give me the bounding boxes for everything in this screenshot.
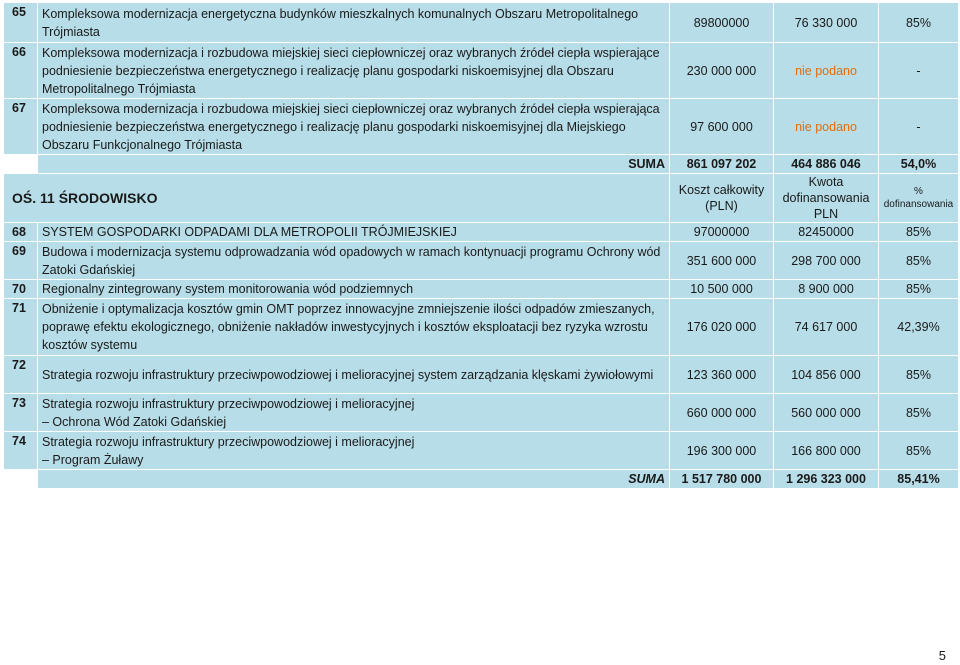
row-number: 70 [4, 280, 38, 299]
row-cost: 97 600 000 [670, 99, 774, 155]
row-number: 66 [4, 43, 38, 99]
row-cost: 10 500 000 [670, 280, 774, 299]
row-cost: 351 600 000 [670, 242, 774, 280]
table-row [4, 242, 959, 280]
row-description: SYSTEM GOSPODARKI ODPADAMI DLA METROPOLII TRÓJMIEJSKIEJ [38, 223, 670, 242]
row-cost: 123 360 000 [670, 356, 774, 394]
sum-row [4, 470, 959, 489]
row-number: 73 [4, 394, 38, 432]
row-funding: nie podano [774, 99, 879, 155]
row-description: Kompleksowa modernizacja i rozbudowa miejskiej sieci ciepłowniczej oraz wybranych źródeł ciepła wspierające podniesienie bezpieczeństwa energetycznego i realizację planu gospodarki niskoemisyjnej dla Obszaru Metropolitalnego Trójmiasta [38, 43, 670, 99]
header-funding: Kwota dofinansowania PLN [774, 174, 879, 223]
row-funding: 82450000 [774, 223, 879, 242]
row-cost: 660 000 000 [670, 394, 774, 432]
table-row [4, 43, 959, 99]
row-funding: 74 617 000 [774, 299, 879, 356]
row-percent: 85% [879, 3, 959, 43]
row-percent: - [879, 43, 959, 99]
row-description: Kompleksowa modernizacja i rozbudowa miejskiej sieci ciepłowniczej oraz wybranych źródeł ciepła wspierająca podniesienie bezpieczeństwa energetycznego i realizację planu gospodarki niskoemisyjnej dla Miejskiego Obszaru Funkcjonalnego Trójmiasta [38, 99, 670, 155]
row-number: 74 [4, 432, 38, 470]
table-row [4, 3, 959, 43]
table-row [4, 99, 959, 155]
sum-cost: 861 097 202 [670, 155, 774, 174]
row-funding: 76 330 000 [774, 3, 879, 43]
row-number: 68 [4, 223, 38, 242]
sum-label: SUMA [38, 155, 670, 174]
table-row [4, 432, 959, 470]
row-description: Strategia rozwoju infrastruktury przeciwpowodziowej i melioracyjnej – Ochrona Wód Zatoki Gdańskiej [38, 394, 670, 432]
row-percent: 85% [879, 223, 959, 242]
row-funding: 8 900 000 [774, 280, 879, 299]
sum-label: SUMA [38, 470, 670, 489]
row-percent: 85% [879, 280, 959, 299]
sum-percent: 54,0% [879, 155, 959, 174]
row-percent: 42,39% [879, 299, 959, 356]
sum-percent: 85,41% [879, 470, 959, 489]
section-title: OŚ. 11 ŚRODOWISKO [4, 174, 670, 223]
sum-funding: 464 886 046 [774, 155, 879, 174]
row-cost: 196 300 000 [670, 432, 774, 470]
table-row [4, 394, 959, 432]
sum-row [4, 155, 959, 174]
row-description: Regionalny zintegrowany system monitorowania wód podziemnych [38, 280, 670, 299]
row-description: Strategia rozwoju infrastruktury przeciwpowodziowej i melioracyjnej – Program Żuławy [38, 432, 670, 470]
row-cost: 176 020 000 [670, 299, 774, 356]
project-table [3, 2, 959, 489]
sum-cost: 1 517 780 000 [670, 470, 774, 489]
header-cost: Koszt całkowity (PLN) [670, 174, 774, 223]
row-funding: 166 800 000 [774, 432, 879, 470]
row-cost: 230 000 000 [670, 43, 774, 99]
row-percent: 85% [879, 432, 959, 470]
section-header-row [4, 174, 959, 223]
row-number: 69 [4, 242, 38, 280]
row-funding: 560 000 000 [774, 394, 879, 432]
row-percent: 85% [879, 394, 959, 432]
row-description: Kompleksowa modernizacja energetyczna budynków mieszkalnych komunalnych Obszaru Metropolitalnego Trójmiasta [38, 3, 670, 43]
row-funding: 298 700 000 [774, 242, 879, 280]
row-funding: nie podano [774, 43, 879, 99]
row-description: Budowa i modernizacja systemu odprowadzania wód opadowych w ramach kontynuacji programu Ochrony wód Zatoki Gdańskiej [38, 242, 670, 280]
table-row [4, 280, 959, 299]
row-description: Strategia rozwoju infrastruktury przeciwpowodziowej i melioracyjnej system zarządzania klęskami żywiołowymi [38, 356, 670, 394]
table-row [4, 356, 959, 394]
sum-funding: 1 296 323 000 [774, 470, 879, 489]
table-row [4, 223, 959, 242]
row-number: 71 [4, 299, 38, 356]
row-description: Obniżenie i optymalizacja kosztów gmin OMT poprzez innowacyjne zmniejszenie ilości odpadów zmieszanych, poprawę efektu ekologicznego, obniżenie nakładów inwestycyjnych i kosztów eksploatacji bez ryzyka wzrostu kosztów systemu [38, 299, 670, 356]
page-number: 5 [938, 648, 946, 663]
row-percent: 85% [879, 242, 959, 280]
row-percent: 85% [879, 356, 959, 394]
row-number: 72 [4, 356, 38, 394]
table-row [4, 299, 959, 356]
row-number: 67 [4, 99, 38, 155]
row-cost: 97000000 [670, 223, 774, 242]
row-percent: - [879, 99, 959, 155]
row-funding: 104 856 000 [774, 356, 879, 394]
row-cost: 89800000 [670, 3, 774, 43]
row-number: 65 [4, 3, 38, 43]
header-percent: % dofinansowania [879, 174, 959, 223]
